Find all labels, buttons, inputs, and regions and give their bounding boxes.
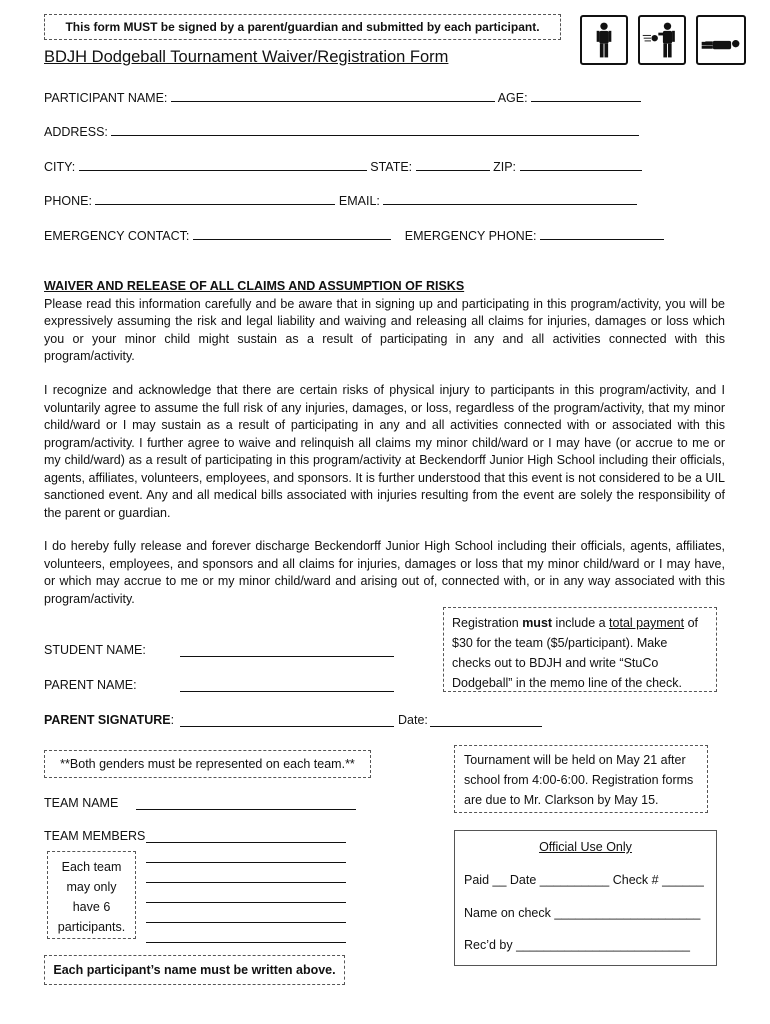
team-member-field-1[interactable] (146, 842, 346, 843)
received-by-line[interactable]: Rec’d by _________________________ (464, 938, 690, 952)
team-name-label: TEAM NAME (44, 796, 119, 810)
payment-text-3: of $30 for the team ($5/participant). Make checks out to BDJH and write “StuCo Dodgeball” in the memo line of the check. (452, 616, 698, 690)
emergency-row (44, 227, 664, 243)
parent-signature-label-group (44, 713, 174, 727)
zip-field[interactable] (520, 158, 642, 171)
phone-field[interactable] (95, 192, 335, 205)
waiver-paragraph-2: I recognize and acknowledge that there are certain risks of physical injury to participants in this program/activity, and I voluntarily agree to assume the full risk of any injuries, damages, or loss, regardless of the program/activity, that my minor child/ward or I may sustain as a result of participating in any and all activities connected with or associated with this program/activity. I further agree to waive and relinquish all claims my minor child/ward or I may have (or accrue to me or my child/ward) as a result of participating in this program/activity at Beckendorff Junior High School including their officials, agents, affiliates, volunteers, employees, and sponsors. It is further understood that this event is not considered to be a UIL sanctioned event. Any and all medical bills associated with injuries resulting from the event are solely the responsibility of the parent or guardian. (44, 383, 725, 520)
form-title: BDJH Dodgeball Tournament Waiver/Registration Form (44, 48, 449, 66)
waiver-paragraph-3: I do hereby fully release and forever discharge Beckendorff Junior High School including their officials, agents, affiliates, volunteers, employees, and sponsors and all claims for injuries, damages or loss that my minor child/ward or I may have, or which may accrue to me or my minor child/ward and arising out of, connected with, or in any way associated with this program/activity. (44, 539, 725, 606)
email-field[interactable] (383, 192, 637, 205)
address-field[interactable] (111, 123, 639, 136)
zip-label: ZIP: (493, 160, 517, 174)
age-field[interactable] (531, 89, 641, 102)
parent-signature-colon: : (170, 713, 175, 727)
name-on-check-line[interactable]: Name on check _____________________ (464, 906, 701, 920)
phone-label: PHONE: (44, 194, 92, 208)
parent-name-field[interactable] (180, 691, 394, 692)
student-name-label: STUDENT NAME: (44, 643, 146, 657)
team-members-label: TEAM MEMBERS (44, 829, 146, 843)
team-member-field-5[interactable] (146, 922, 346, 923)
parent-signature-label: PARENT SIGNATURE (44, 713, 171, 727)
signature-required-notice: This form MUST be signed by a parent/guardian and submitted by each participant. (44, 14, 561, 40)
payment-text-2: include a (552, 616, 610, 630)
parent-signature-field[interactable] (180, 726, 394, 727)
date-label: Date: (398, 713, 428, 727)
email-label: EMAIL: (338, 194, 380, 208)
emergency-contact-label: EMERGENCY CONTACT: (44, 229, 190, 243)
waiver-heading: WAIVER AND RELEASE OF ALL CLAIMS AND ASSUMPTION OF RISKS (44, 279, 465, 293)
emergency-phone-field[interactable] (540, 227, 664, 240)
emergency-phone-label: EMERGENCY PHONE: (404, 229, 537, 243)
participant-name-field[interactable] (171, 89, 495, 102)
participant-name-label: PARTICIPANT NAME: (44, 91, 168, 105)
payment-must: must (522, 616, 553, 630)
genders-note: **Both genders must be represented on each team.** (44, 750, 371, 778)
team-member-field-4[interactable] (146, 902, 346, 903)
waiver-section (44, 278, 725, 366)
address-row (44, 123, 639, 139)
city-field[interactable] (79, 158, 367, 171)
date-field[interactable] (430, 726, 542, 727)
lying-person-icon (696, 15, 746, 65)
team-member-field-6[interactable] (146, 942, 346, 943)
payment-total-payment: total payment (609, 616, 685, 630)
official-use-title: Official Use Only (539, 840, 632, 854)
standing-person-icon (580, 15, 628, 65)
parent-name-label: PARENT NAME: (44, 678, 137, 692)
team-name-field[interactable] (136, 809, 356, 810)
city-label: CITY: (44, 160, 76, 174)
city-state-zip-row (44, 158, 642, 174)
names-required-note: Each participant’s name must be written above. (44, 955, 345, 985)
official-use-box (454, 830, 717, 966)
age-label: AGE: (497, 91, 528, 105)
phone-email-row (44, 192, 637, 208)
team-member-field-3[interactable] (146, 882, 346, 883)
payment-text-1: Registration (452, 616, 523, 630)
payment-info-box (443, 607, 717, 692)
emergency-contact-field[interactable] (193, 227, 391, 240)
tournament-info-box: Tournament will be held on May 21 after school from 4:00-6:00. Registration forms are due to Mr. Clarkson by May 15. (454, 745, 708, 813)
throwing-person-icon (638, 15, 686, 65)
state-label: STATE: (370, 160, 413, 174)
team-size-note: Each team may only have 6 participants. (47, 851, 136, 939)
participant-name-row (44, 89, 641, 105)
waiver-paragraph-1: Please read this information carefully and be aware that in signing up and participating in this program/activity, you will be expressively assuming the risk and legal liability and waiving and releasing all claims for injuries, damages or loss which you or your minor child might sustain as a result of participating in any and all activities connected with this program/activity. (44, 296, 725, 363)
state-field[interactable] (416, 158, 490, 171)
address-label: ADDRESS: (44, 125, 108, 139)
team-member-field-2[interactable] (146, 862, 346, 863)
student-name-field[interactable] (180, 656, 394, 657)
paid-date-check-line[interactable]: Paid __ Date __________ Check # ______ (464, 873, 704, 887)
